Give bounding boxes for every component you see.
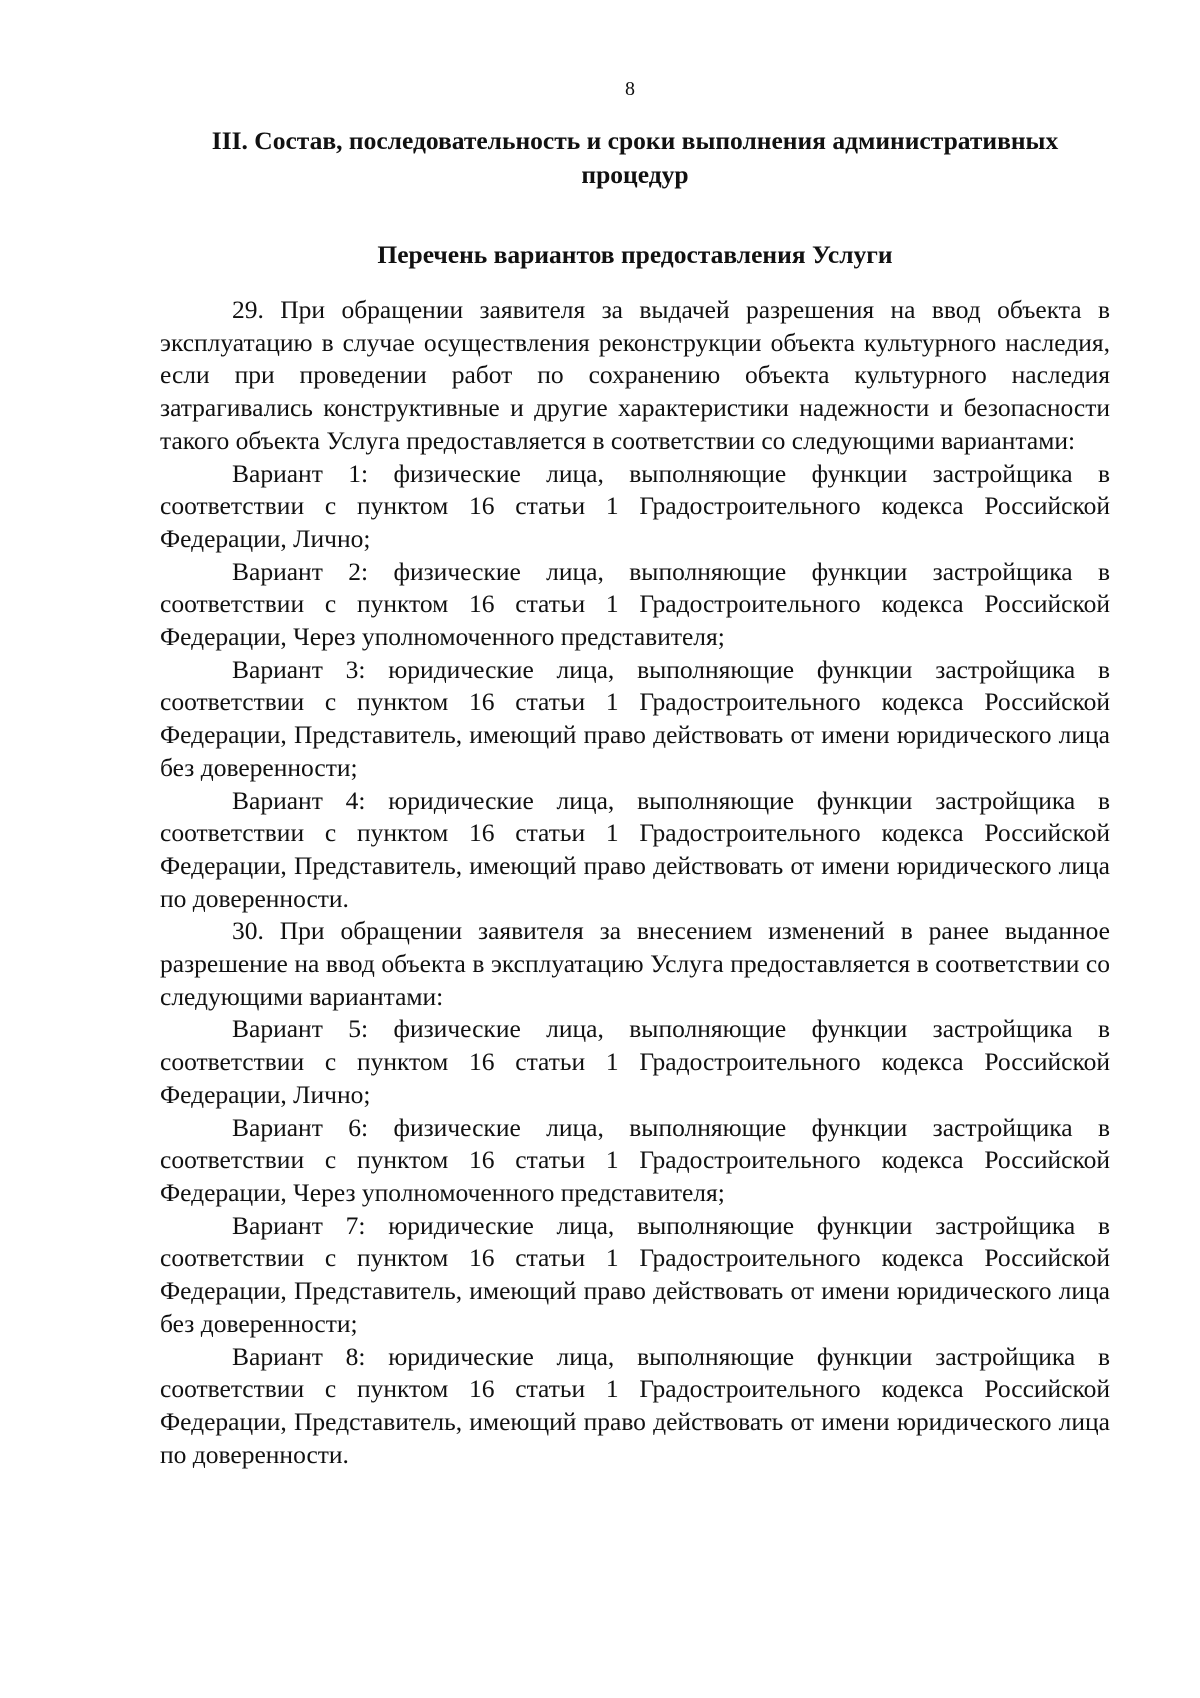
section-title: III. Состав, последовательность и сроки выполнения административных процедур <box>211 126 1059 189</box>
paragraph-29: 29. При обращении заявителя за выдачей разрешения на ввод объекта в эксплуатацию в случае осуществления реконструкции объекта культурного наследия, если при проведении работ по сохранению объекта культурного наследия затрагивались конструктивные и другие характеристики надежности и безопасности такого объекта Услуга предоставляется в соответствии со следующими вариантами: <box>160 295 1110 455</box>
paragraph-variant-1: Вариант 1: физические лица, выполняющие функции застройщика в соответствии с пунктом 16 статьи 1 Градостроительного кодекса Российской Федерации, Лично; <box>160 458 1110 553</box>
paragraph-variant-8: Вариант 8: юридические лица, выполняющие функции застройщика в соответствии с пунктом 16 статьи 1 Градостроительного кодекса Российской Федерации, Представитель, имеющий право действовать от имени юридического лица по доверенности. <box>160 1341 1110 1469</box>
paragraph-variant-6: Вариант 6: физические лица, выполняющие функции застройщика в соответствии с пунктом 16 статьи 1 Градостроительного кодекса Российской Федерации, Через уполномоченного представителя; <box>160 1112 1110 1207</box>
paragraph-variant-5: Вариант 5: физические лица, выполняющие функции застройщика в соответствии с пунктом 16 статьи 1 Градостроительного кодекса Российской Федерации, Лично; <box>160 1014 1110 1109</box>
paragraph-variant-7: Вариант 7: юридические лица, выполняющие функции застройщика в соответствии с пунктом 16 статьи 1 Градостроительного кодекса Российской Федерации, Представитель, имеющий право действовать от имени юридического лица без доверенности; <box>160 1210 1110 1338</box>
paragraph-variant-2: Вариант 2: физические лица, выполняющие функции застройщика в соответствии с пунктом 16 статьи 1 Градостроительного кодекса Российской Федерации, Через уполномоченного представителя; <box>160 556 1110 652</box>
page-number: 8 <box>625 78 635 100</box>
document-body <box>160 294 1110 1471</box>
paragraph-variant-3: Вариант 3: юридические лица, выполняющие функции застройщика в соответствии с пунктом 16 статьи 1 Градостроительного кодекса Российской Федерации, Представитель, имеющий право действовать от имени юридического лица без доверенности; <box>160 654 1110 782</box>
paragraph-30: 30. При обращении заявителя за внесением изменений в ранее выданное разрешение на ввод объекта в эксплуатацию Услуга предоставляется в соответствии со следующими вариантами: <box>160 916 1110 1011</box>
paragraph-variant-4: Вариант 4: юридические лица, выполняющие функции застройщика в соответствии с пунктом 16 статьи 1 Градостроительного кодекса Российской Федерации, Представитель, имеющий право действовать от имени юридического лица по доверенности. <box>160 785 1110 913</box>
subsection-title: Перечень вариантов предоставления Услуги <box>377 240 893 269</box>
